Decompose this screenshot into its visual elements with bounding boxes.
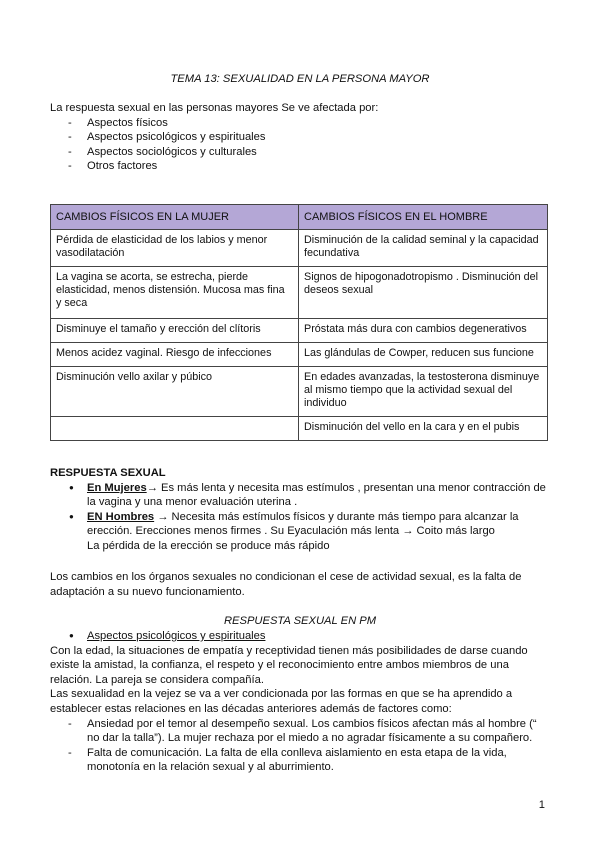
table-cell <box>51 417 299 441</box>
men-label: EN Hombres <box>87 510 155 523</box>
table-row <box>51 417 548 441</box>
men-text-2: La pérdida de la erección se produce más rápido <box>87 539 330 552</box>
header-women: CAMBIOS FÍSICOS EN LA MUJER <box>51 205 299 230</box>
pm-bullet: Aspectos psicológicos y espirituales <box>87 630 266 642</box>
table-header-row <box>51 205 548 230</box>
respuesta-section <box>50 466 550 554</box>
pm-paragraph-1: Con la edad, la situaciones de empatía y receptividad tienen más posibilidades de darse cuando existe la amistad, la confianza, el respeto y el reconocimiento entre ambos miembros de una relación. La pareja se considera compañía. <box>50 644 528 686</box>
pm-paragraph-2: Las sexualidad en la vejez se va a ver condicionada por las formas en que se ha aprendido a establecer estas relaciones en las décadas anteriores además de factores como: <box>50 688 513 715</box>
table-row <box>51 367 548 417</box>
pm-bullet-list <box>50 629 550 644</box>
pm-heading: RESPUESTA SEXUAL EN PM <box>223 615 377 627</box>
header-men: CAMBIOS FÍSICOS EN EL HOMBRE <box>299 205 548 230</box>
table-cell: La vagina se acorta, se estrecha, pierde elasticidad, menos distensión. Mucosa mas fina y seca <box>51 267 299 319</box>
table-cell: Disminución de la calidad seminal y la capacidad fecundativa <box>299 230 548 267</box>
table-cell: En edades avanzadas, la testosterona disminuye al mismo tiempo que la actividad sexual del individuo <box>299 367 548 417</box>
list-item: - Aspectos físicos <box>50 116 550 131</box>
list-item <box>50 510 550 554</box>
table-row <box>51 319 548 343</box>
table-cell: Pérdida de elasticidad de los labios y menor vasodilatación <box>51 230 299 267</box>
list-item: - Aspectos psicológicos y espirituales <box>50 130 550 145</box>
table-cell: Disminuye el tamaño y erección del clítoris <box>51 319 299 343</box>
pm-factors-list <box>50 717 550 775</box>
pm-section <box>50 629 550 775</box>
cambios-paragraph: Los cambios en los órganos sexuales no condicionan el cese de actividad sexual, es la falta de adaptación a su nuevo funcionamiento. <box>50 571 522 598</box>
page-number: 1 <box>538 799 545 811</box>
changes-table <box>50 204 548 441</box>
list-item <box>50 481 550 510</box>
list-item: - Falta de comunicación. La falta de ella conlleva aislamiento en esta etapa de la vida, monotonía en la relación sexual y al aburrimiento. <box>50 746 550 775</box>
women-label: En Mujeres <box>87 481 147 494</box>
table-cell: Las glándulas de Cowper, reducen sus funcione <box>299 343 548 367</box>
table-row <box>51 230 548 267</box>
table-cell: Signos de hipogonadotropismo . Disminución del deseos sexual <box>299 267 548 319</box>
factors-list <box>50 116 550 174</box>
list-item <box>50 629 550 644</box>
respuesta-heading: RESPUESTA SEXUAL <box>50 467 166 479</box>
intro-text: La respuesta sexual en las personas mayores Se ve afectada por: <box>50 102 379 114</box>
table-row <box>51 343 548 367</box>
respuesta-list <box>50 481 550 554</box>
list-item: - Aspectos sociológicos y culturales <box>50 145 550 160</box>
page-title: TEMA 13: SEXUALIDAD EN LA PERSONA MAYOR <box>170 73 430 85</box>
list-item: - Otros factores <box>50 159 550 174</box>
men-text: → Necesita más estímulos físicos y durante más tiempo para alcanzar la erección. Erecciones menos firmes . Su Eyaculación más lenta → Coito más largo <box>87 510 519 538</box>
table-row <box>51 267 548 319</box>
table-cell: Menos acidez vaginal. Riesgo de infecciones <box>51 343 299 367</box>
table-cell: Próstata más dura con cambios degenerativos <box>299 319 548 343</box>
list-item: - Ansiedad por el temor al desempeño sexual. Los cambios físicos afectan más al hombre (“ no dar la talla”). La mujer rechaza por el miedo a no agradar físicamente a su compañero. <box>50 717 550 746</box>
women-text: → Es más lenta y necesita mas estímulos , presentan una menor contracción de la vagina y una menor evaluación uterina . <box>87 481 546 509</box>
intro-block <box>50 101 550 174</box>
table-cell: Disminución del vello en la cara y en el pubis <box>299 417 548 441</box>
table-cell: Disminución vello axilar y púbico <box>51 367 299 417</box>
